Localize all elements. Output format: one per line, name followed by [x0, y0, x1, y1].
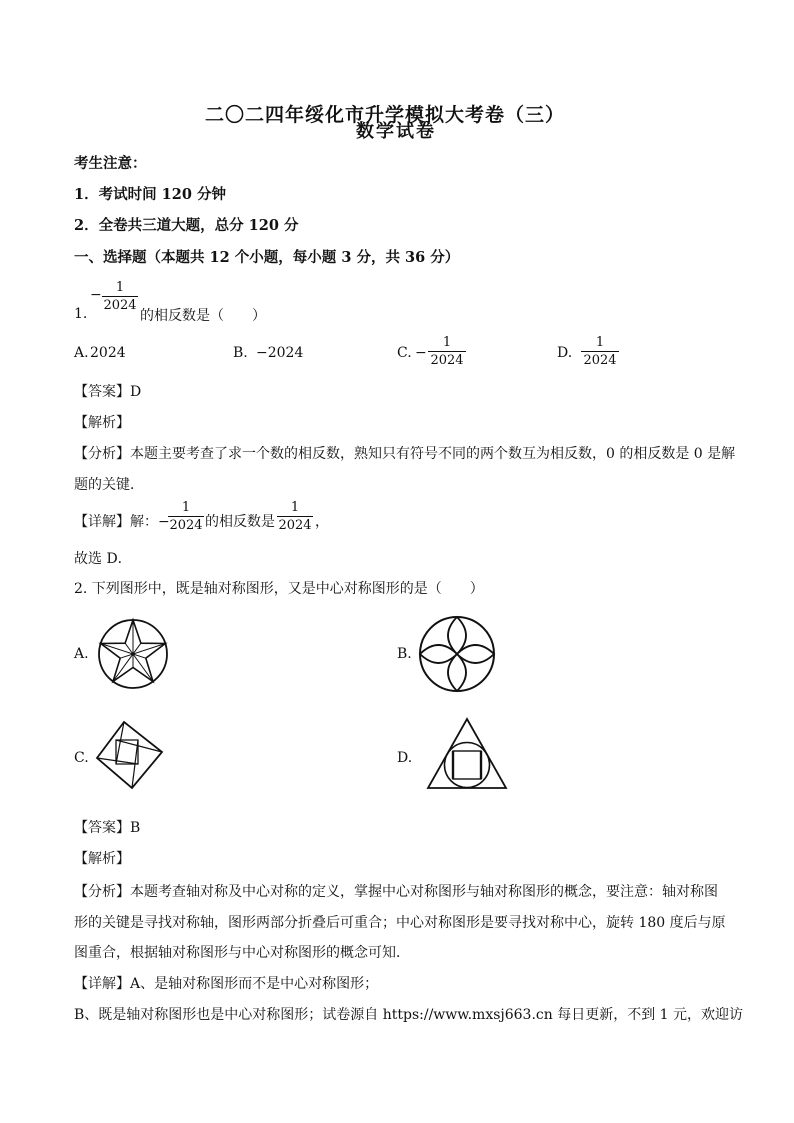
q1-option-b-label: B.: [233, 345, 248, 361]
q1-xiangjie-start: [74, 511, 170, 531]
answer-value: B: [130, 820, 141, 836]
q2-line-b: B、既是轴对称图形也是中心对称图形；试卷源自 https://www.mxsj663.cn 每日更新，不到 1 元，欢迎访: [74, 1007, 744, 1023]
answer-value: D: [130, 384, 142, 400]
q1-option-a-value: 2024: [90, 345, 126, 361]
q1-fenxi-line1: [74, 443, 735, 463]
q1-xiangjie-frac-1: [168, 499, 204, 534]
xiangjie-frac2-num: 1: [290, 500, 300, 515]
q1-analysis-tag: 【解析】: [74, 415, 130, 431]
q1-xiangjie-frac-2: [277, 499, 313, 534]
q1-option-d-label: D.: [557, 345, 573, 361]
q1-option-c-label: C.: [397, 345, 412, 361]
option-c-den: 2024: [430, 353, 464, 368]
xiangjie-pre: 解：: [130, 514, 158, 530]
notice-item-1: 1．考试时间 120 分钟: [74, 186, 226, 203]
xiangjie-minus: −: [158, 514, 170, 530]
q2-fenxi-line1: [74, 881, 718, 901]
q1-xiangjie-mid: 的相反数是: [205, 514, 275, 530]
q1-option-a-label: A.: [74, 345, 89, 361]
q1-option-b-value: −2024: [256, 345, 304, 361]
fenxi-text: 本题考查轴对称及中心对称的定义，掌握中心对称图形与轴对称图形的概念，要注意：轴对称图: [130, 884, 718, 900]
q1-option-c-minus: −: [415, 345, 427, 361]
q1-number: 1.: [74, 306, 88, 322]
q1-fenxi-line2: 题的关键．: [74, 477, 144, 493]
q1-fraction: [102, 279, 138, 314]
fenxi-text: 本题主要考查了求一个数的相反数，熟知只有符号不同的两个数互为相反数，0 的相反数是 0 是解: [130, 446, 736, 462]
option-d-num: 1: [595, 335, 605, 350]
exam-title: 二〇二四年绥化市升学模拟大考卷（三）: [205, 104, 566, 126]
answer-tag: 【答案】: [74, 384, 130, 400]
q1-minus: −: [90, 287, 102, 303]
q1-xiangjie-end: ，: [315, 514, 329, 530]
four-petal-circle-figure: [417, 614, 497, 694]
q2-fenxi-line3: 图重合，根据轴对称图形与中心对称图形的概念可知．: [74, 945, 410, 961]
q1-option-c-fraction: [428, 334, 466, 369]
fenxi-tag: 【分析】: [74, 446, 130, 462]
section-heading: 一、选择题（本题共 12 个小题，每小题 3 分，共 36 分）: [74, 249, 460, 266]
xiangjie-frac1-den: 2024: [169, 518, 203, 533]
q2-option-a-label: A.: [74, 646, 89, 662]
q1-answer: [74, 381, 141, 401]
xiangjie-tag: 【详解】: [74, 514, 130, 530]
q2-option-d-label: D.: [397, 750, 413, 766]
q1-stem-suffix: 的相反数是（ ）: [140, 308, 266, 324]
star-in-circle-figure: [96, 617, 170, 691]
q2-answer: [74, 817, 140, 837]
q2-option-c-label: C.: [74, 750, 89, 766]
option-c-num: 1: [442, 335, 452, 350]
q2-analysis-tag: 【解析】: [74, 851, 130, 867]
fenxi-tag: 【分析】: [74, 884, 130, 900]
q1-option-d-fraction: [581, 334, 619, 369]
pinwheel-square-figure: [94, 720, 164, 790]
q1-frac-num: 1: [115, 280, 125, 295]
option-d-den: 2024: [583, 353, 617, 368]
q1-conclusion: 故选 D．: [74, 551, 132, 567]
q1-frac-den: 2024: [103, 298, 137, 313]
notice-item-2: 2．全卷共三道大题，总分 120 分: [74, 217, 299, 234]
xiangjie-frac1-num: 1: [181, 500, 191, 515]
notice-heading: 考生注意：: [74, 155, 147, 172]
q2-option-b-label: B.: [397, 646, 412, 662]
exam-subject: 数学试卷: [356, 121, 436, 142]
triangle-circle-square-figure: [425, 716, 509, 792]
xiangjie-tag: 【详解】: [74, 976, 130, 992]
q2-xiangjie-a: [74, 973, 378, 993]
xiangjie-frac2-den: 2024: [278, 518, 312, 533]
xiangjie-a-text: A、是轴对称图形而不是中心对称图形；: [130, 976, 379, 992]
q2-stem: 2. 下列图形中，既是轴对称图形，又是中心对称图形的是（ ）: [74, 581, 484, 597]
answer-tag: 【答案】: [74, 820, 130, 836]
q2-fenxi-line2: 形的关键是寻找对称轴，图形两部分折叠后可重合；中心对称图形是要寻找对称中心，旋转 180 度后与原: [74, 915, 726, 931]
